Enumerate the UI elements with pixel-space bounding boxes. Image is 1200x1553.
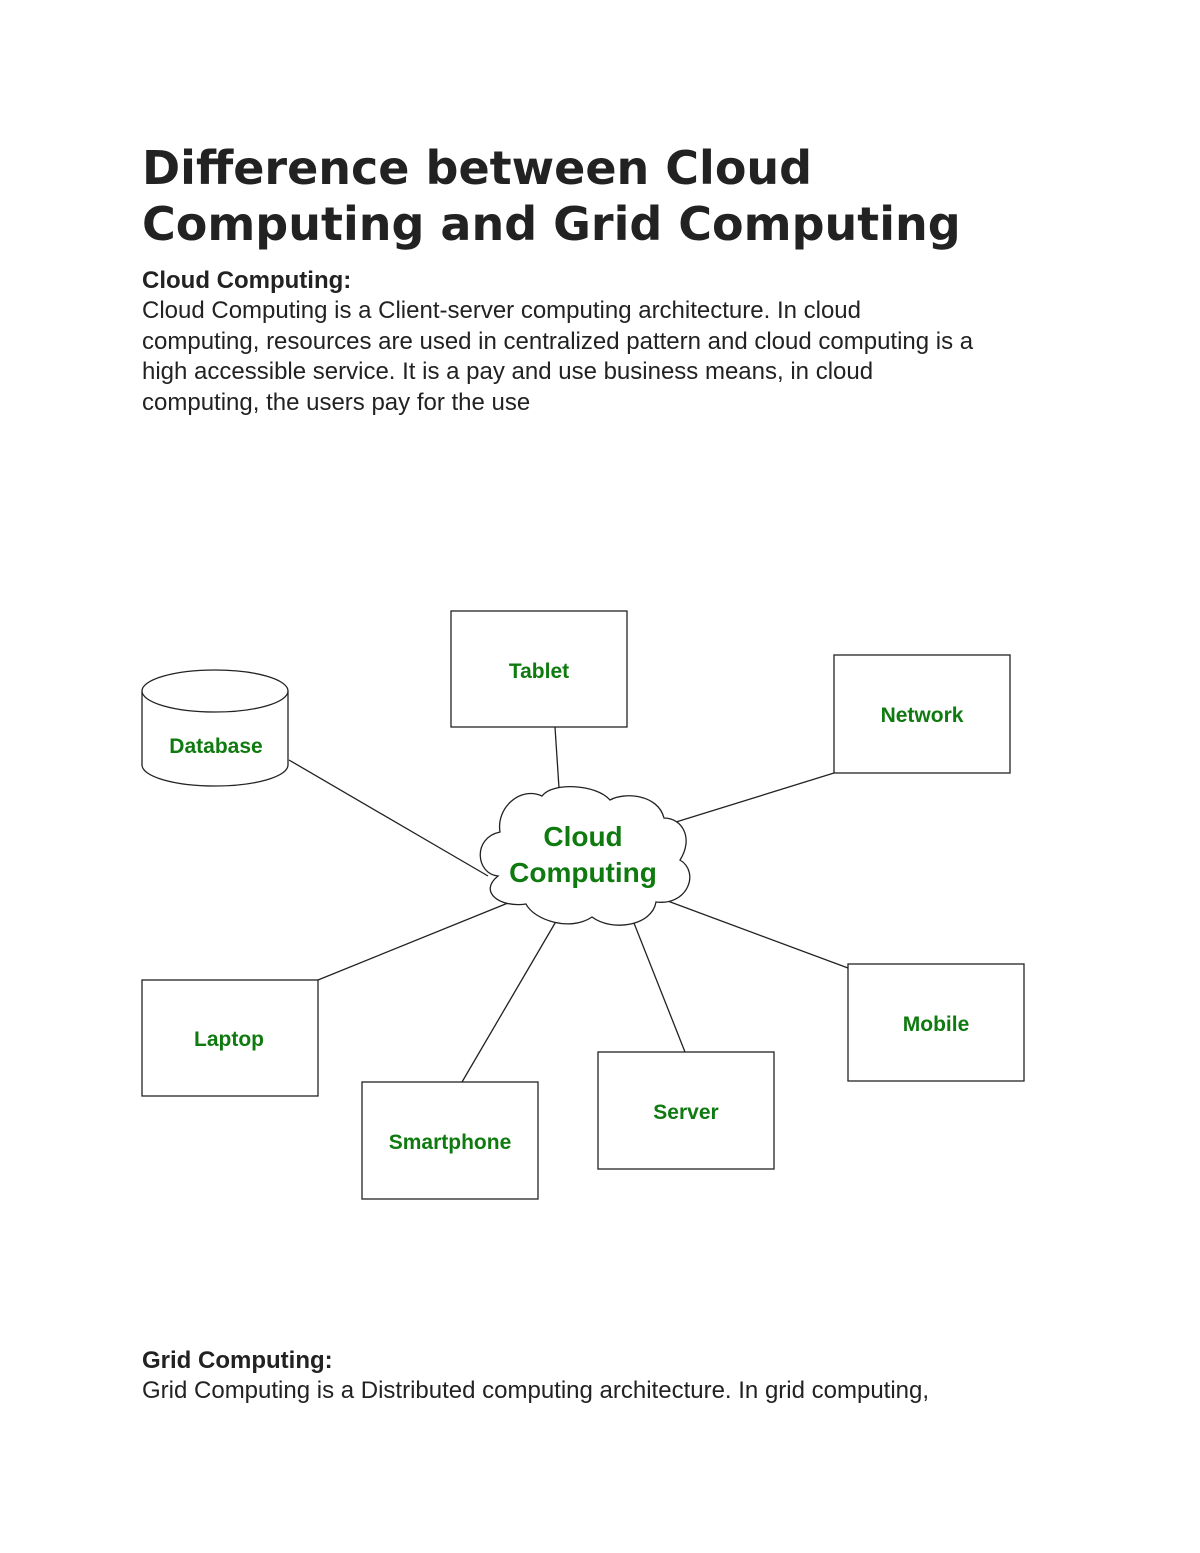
mobile-label: Mobile [902, 1013, 970, 1036]
server-label: Server [653, 1101, 719, 1124]
grid-computing-heading: Grid Computing: [142, 1347, 333, 1374]
title-line-2: Computing and Grid Computing [142, 197, 961, 251]
cloud-label-line-2: Computing [509, 857, 657, 888]
paragraph-line: Cloud Computing is a Client-server computing architecture. In cloud [142, 297, 862, 324]
cloud-label-line-1: Cloud [543, 821, 623, 852]
connector-tablet [555, 727, 559, 788]
node-network [834, 655, 1010, 773]
paragraph-line: high accessible service. It is a pay and use business means, in cloud [142, 358, 874, 385]
node-mobile [848, 964, 1024, 1081]
connector-smartphone [462, 918, 558, 1082]
node-server [598, 1052, 774, 1169]
title-line-1: Difference between Cloud [142, 141, 813, 195]
node-tablet [451, 611, 627, 727]
database-label: Database [169, 735, 263, 758]
node-database [142, 670, 288, 786]
cloud-computing-heading: Cloud Computing: [142, 267, 352, 294]
connector-laptop [318, 903, 508, 980]
tablet-label: Tablet [508, 660, 570, 683]
node-laptop [142, 980, 318, 1096]
connector-database [289, 760, 488, 876]
connector-mobile [665, 900, 848, 968]
paragraph-line: Grid Computing is a Distributed computing architecture. In grid computing, [142, 1377, 930, 1404]
database-top [142, 670, 288, 712]
grid-computing-paragraph [142, 1376, 1072, 1407]
connector-network [676, 773, 834, 822]
laptop-label: Laptop [194, 1028, 264, 1051]
paragraph-line: computing, the users pay for the use [142, 388, 531, 416]
cloud-shape [480, 787, 690, 926]
connector-server [632, 918, 685, 1052]
node-smartphone [362, 1082, 538, 1199]
network-label: Network [880, 704, 964, 727]
paragraph-line: computing, resources are used in centralized pattern and cloud computing is a [142, 327, 974, 355]
smartphone-label: Smartphone [388, 1131, 512, 1154]
